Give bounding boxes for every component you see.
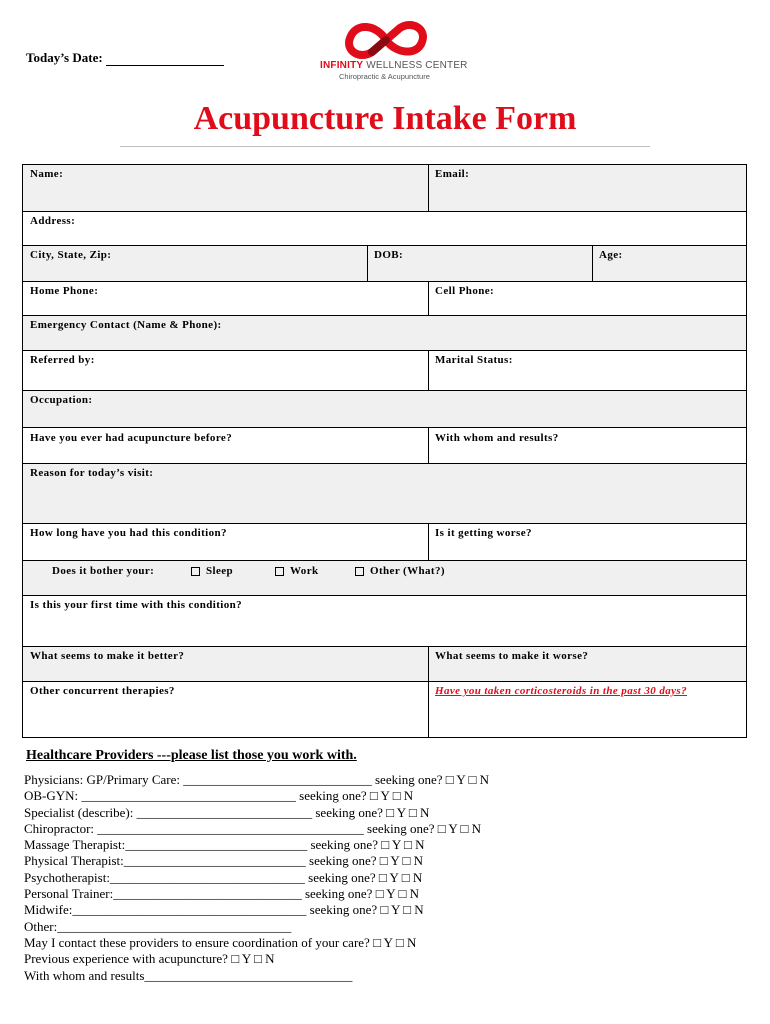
bother-row — [22, 560, 747, 596]
concurrent-therapies-label: Other concurrent therapies? — [30, 685, 175, 697]
intake-form-table — [22, 164, 747, 738]
had-acupuncture-label: Have you ever had acupuncture before? — [30, 432, 233, 444]
provider-line-psychotherapist[interactable]: Psychotherapist:______________________________ seeking one? □ Y □ N — [24, 869, 423, 885]
other-option-label: Other (What?) — [370, 565, 445, 577]
other-checkbox[interactable] — [355, 567, 364, 576]
makes-worse-field[interactable] — [428, 646, 747, 682]
logo-tagline: Chiropractic & Acupuncture — [339, 72, 430, 81]
whom-results-field[interactable] — [428, 427, 747, 464]
page-title: Acupuncture Intake Form — [193, 100, 577, 137]
condition-duration-label: How long have you had this condition? — [30, 527, 227, 539]
age-field[interactable] — [592, 245, 747, 282]
marital-status-label: Marital Status: — [435, 354, 513, 366]
emergency-contact-label: Emergency Contact (Name & Phone): — [30, 319, 222, 331]
email-field[interactable] — [428, 164, 747, 212]
first-time-field[interactable] — [22, 595, 747, 647]
getting-worse-label: Is it getting worse? — [435, 527, 532, 539]
logo-wordmark — [320, 60, 468, 71]
city-state-zip-field[interactable] — [22, 245, 368, 282]
referred-by-label: Referred by: — [30, 354, 95, 366]
previous-experience-question[interactable]: Previous experience with acupuncture? □ Y □ N — [24, 951, 275, 967]
occupation-label: Occupation: — [30, 394, 93, 406]
first-time-label: Is this your first time with this condition? — [30, 599, 243, 611]
provider-line-obgyn[interactable]: OB-GYN: _________________________________ seeking one? □ Y □ N — [24, 788, 414, 804]
other-option[interactable] — [355, 565, 445, 577]
whom-results-label: With whom and results? — [435, 432, 559, 444]
dob-field[interactable] — [367, 245, 593, 282]
provider-line-other[interactable]: Other:____________________________________ — [24, 918, 292, 934]
dob-label: DOB: — [374, 249, 404, 261]
occupation-field[interactable] — [22, 390, 747, 428]
makes-better-label: What seems to make it better? — [30, 650, 185, 662]
address-field[interactable] — [22, 211, 747, 246]
cell-phone-field[interactable] — [428, 281, 747, 316]
work-option-label: Work — [290, 565, 319, 577]
sleep-option[interactable] — [191, 565, 233, 577]
provider-line-personal-trainer[interactable]: Personal Trainer:_____________________________ seeking one? □ Y □ N — [24, 886, 419, 902]
provider-line-physician[interactable]: Physicians: GP/Primary Care: _____________________________ seeking one? □ Y □ N — [24, 772, 490, 787]
providers-list — [24, 772, 489, 984]
home-phone-label: Home Phone: — [30, 285, 99, 297]
city-state-zip-label: City, State, Zip: — [30, 249, 112, 261]
referred-by-field[interactable] — [22, 350, 429, 391]
logo-word-gray: WELLNESS CENTER — [366, 60, 468, 71]
age-label: Age: — [599, 249, 623, 261]
work-option[interactable] — [275, 565, 319, 577]
name-field[interactable] — [22, 164, 429, 212]
reason-for-visit-label: Reason for today’s visit: — [30, 467, 154, 479]
whom-results-line[interactable]: With whom and results________________________________ — [24, 967, 353, 983]
bother-label: Does it bother your: — [52, 565, 155, 577]
work-checkbox[interactable] — [275, 567, 284, 576]
home-phone-field[interactable] — [22, 281, 429, 316]
condition-duration-field[interactable] — [22, 523, 429, 561]
marital-status-field[interactable] — [428, 350, 747, 391]
providers-heading: Healthcare Providers ---please list those you work with. — [26, 748, 357, 763]
provider-line-massage[interactable]: Massage Therapist:____________________________ seeking one? □ Y □ N — [24, 837, 425, 853]
sleep-option-label: Sleep — [206, 565, 234, 577]
provider-line-physical-therapist[interactable]: Physical Therapist:____________________________ seeking one? □ Y □ N — [24, 853, 424, 869]
makes-better-field[interactable] — [22, 646, 429, 682]
reason-for-visit-field[interactable] — [22, 463, 747, 524]
todays-date-field[interactable] — [26, 50, 224, 66]
name-label: Name: — [30, 168, 64, 180]
todays-date-label: Today’s Date: — [26, 50, 103, 65]
makes-worse-label: What seems to make it worse? — [435, 650, 589, 662]
cell-phone-label: Cell Phone: — [435, 285, 495, 297]
provider-line-midwife[interactable]: Midwife:____________________________________ seeking one? □ Y □ N — [24, 902, 424, 918]
address-label: Address: — [30, 215, 76, 227]
email-label: Email: — [435, 168, 470, 180]
emergency-contact-field[interactable] — [22, 315, 747, 351]
getting-worse-field[interactable] — [428, 523, 747, 561]
concurrent-therapies-field[interactable] — [22, 681, 429, 738]
provider-line-chiropractor[interactable]: Chiropractor: _________________________________________ seeking one? □ Y □ N — [24, 820, 482, 836]
todays-date-line[interactable] — [106, 53, 224, 66]
had-acupuncture-field[interactable] — [22, 427, 429, 464]
contact-providers-question[interactable]: May I contact these providers to ensure coordination of your care? □ Y □ N — [24, 934, 417, 950]
corticosteroids-field[interactable] — [428, 681, 747, 738]
logo-word-red: INFINITY — [320, 60, 364, 71]
corticosteroids-label: Have you taken corticosteroids in the past 30 days? — [435, 685, 688, 697]
title-divider — [120, 146, 650, 147]
provider-line-specialist[interactable]: Specialist (describe): ___________________________ seeking one? □ Y □ N — [24, 804, 430, 820]
sleep-checkbox[interactable] — [191, 567, 200, 576]
